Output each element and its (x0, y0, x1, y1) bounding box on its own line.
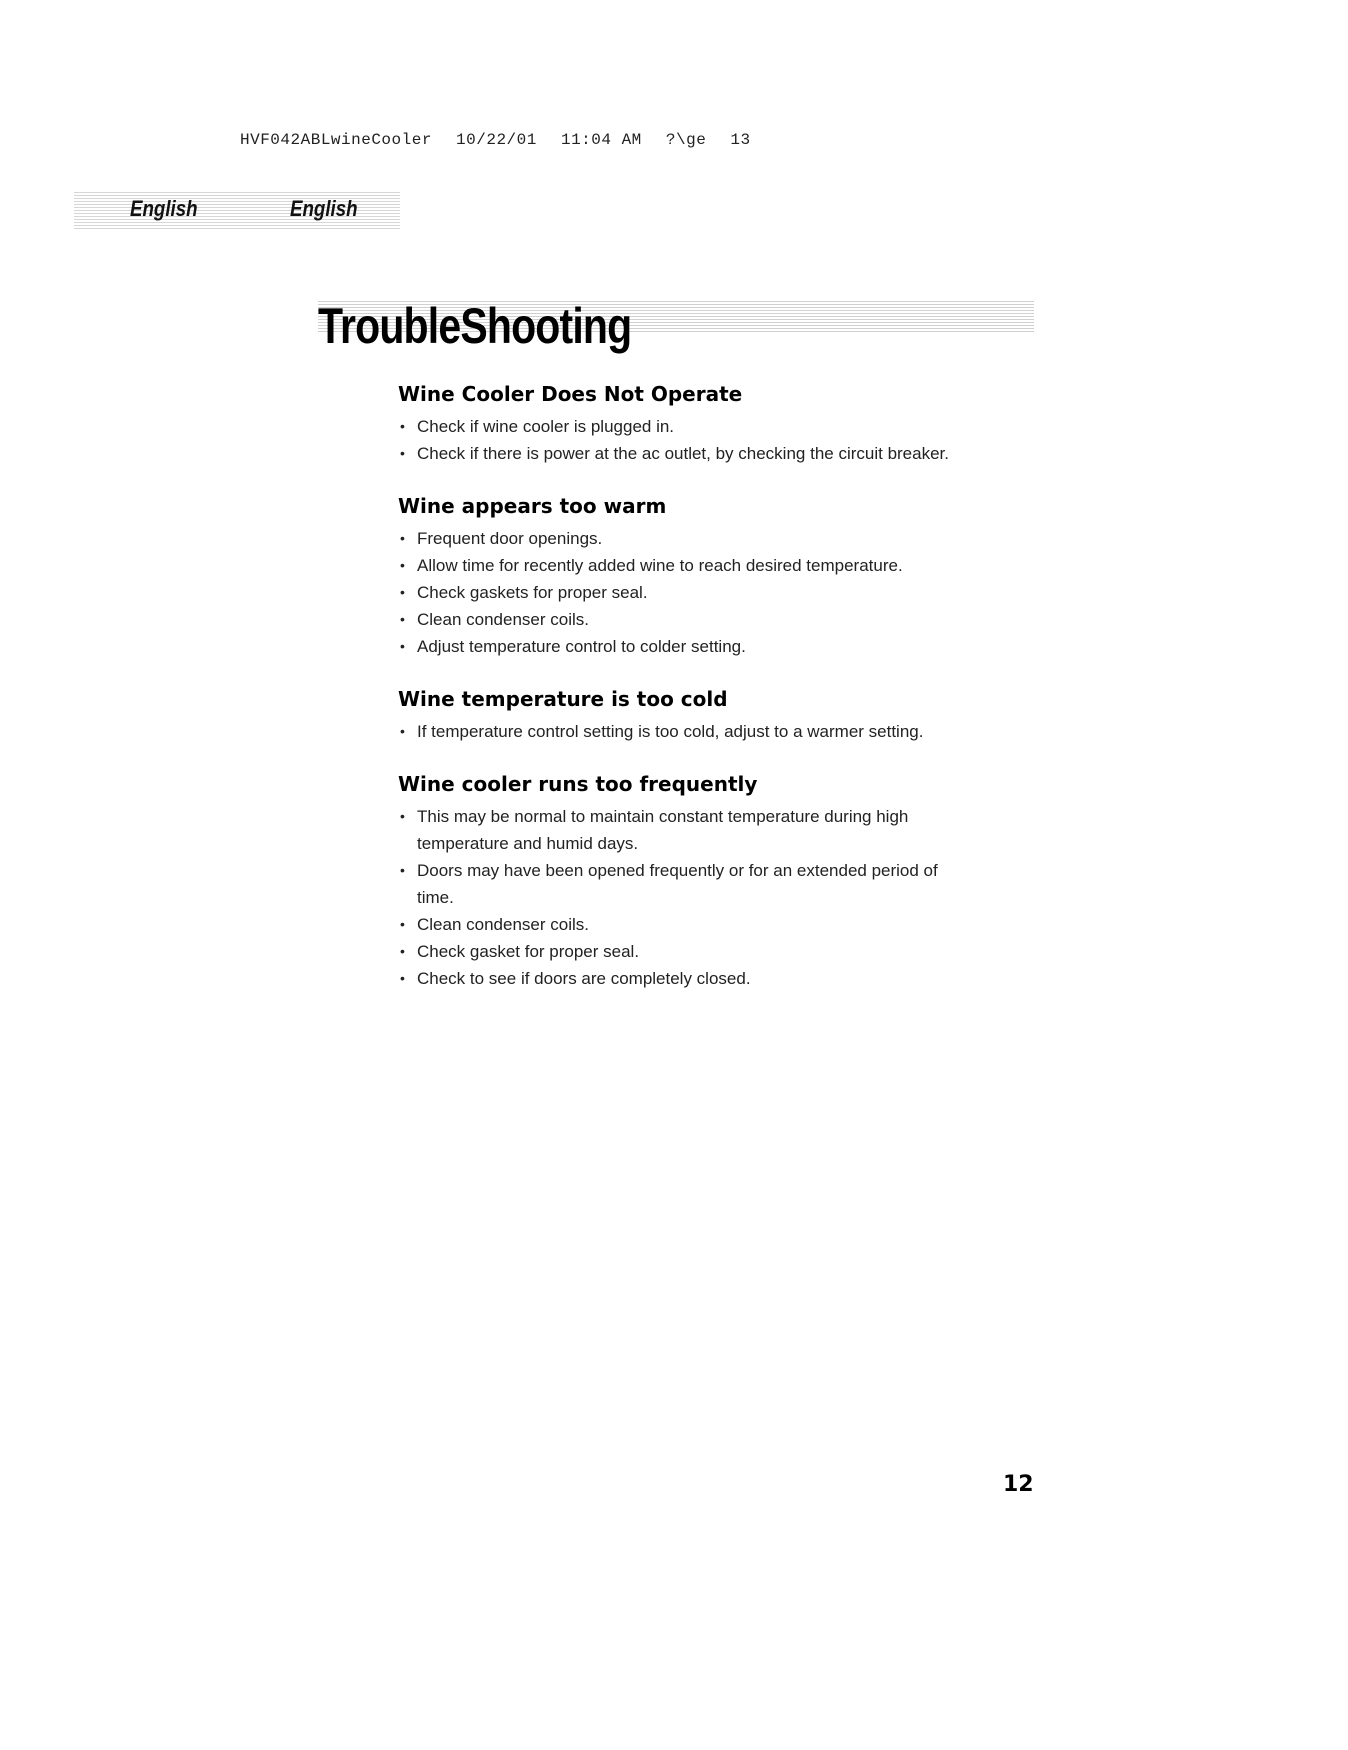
section-too-cold (398, 685, 1058, 745)
section-too-warm (398, 492, 1058, 660)
list-item: • Clean condenser coils. (398, 606, 1058, 633)
troubleshooting-content (398, 380, 1058, 1017)
page-title: TroubleShooting (318, 298, 632, 354)
section-heading: Wine appears too warm (398, 494, 667, 518)
section-runs-too-frequently (398, 770, 1058, 992)
print-header-date: 10/22/01 (456, 131, 537, 149)
section-heading: Wine temperature is too cold (398, 687, 728, 711)
print-header-time: 11:04 AM (560, 131, 642, 149)
list-item: • Check gasket for proper seal. (398, 938, 958, 965)
language-label-2: English (290, 196, 358, 221)
list-item: • Check if wine cooler is plugged in. (398, 413, 1058, 440)
list-item: • Check gaskets for proper seal. (398, 579, 1058, 606)
print-header (240, 131, 765, 149)
list-item: • Allow time for recently added wine to reach desired temperature. (398, 552, 1058, 579)
section-does-not-operate (398, 380, 1058, 467)
list-item: • This may be normal to maintain constant temperature during high temperature and humid days. (398, 803, 958, 857)
list-item: • Check to see if doors are completely closed. (398, 965, 958, 992)
page-number: 12 (1003, 1472, 1034, 1497)
list-item: • Adjust temperature control to colder setting. (398, 633, 1058, 660)
section-list (398, 803, 958, 992)
list-item: • Clean condenser coils. (398, 911, 958, 938)
list-item: • Frequent door openings. (398, 525, 1058, 552)
section-list (398, 718, 1058, 745)
list-item: • Check if there is power at the ac outlet, by checking the circuit breaker. (398, 440, 1058, 467)
list-item: • Doors may have been opened frequently or for an extended period of time. (398, 857, 958, 911)
section-heading: Wine Cooler Does Not Operate (398, 382, 743, 406)
list-item: • If temperature control setting is too cold, adjust to a warmer setting. (398, 718, 1058, 745)
language-label-1: English (130, 196, 198, 221)
section-list (398, 413, 1058, 467)
print-header-file: HVF042ABLwineCooler (240, 131, 432, 149)
print-header-page-word: ?\ge (665, 131, 707, 149)
section-list (398, 525, 1058, 660)
print-header-page: 13 (730, 131, 751, 149)
section-heading: Wine cooler runs too frequently (398, 772, 758, 796)
